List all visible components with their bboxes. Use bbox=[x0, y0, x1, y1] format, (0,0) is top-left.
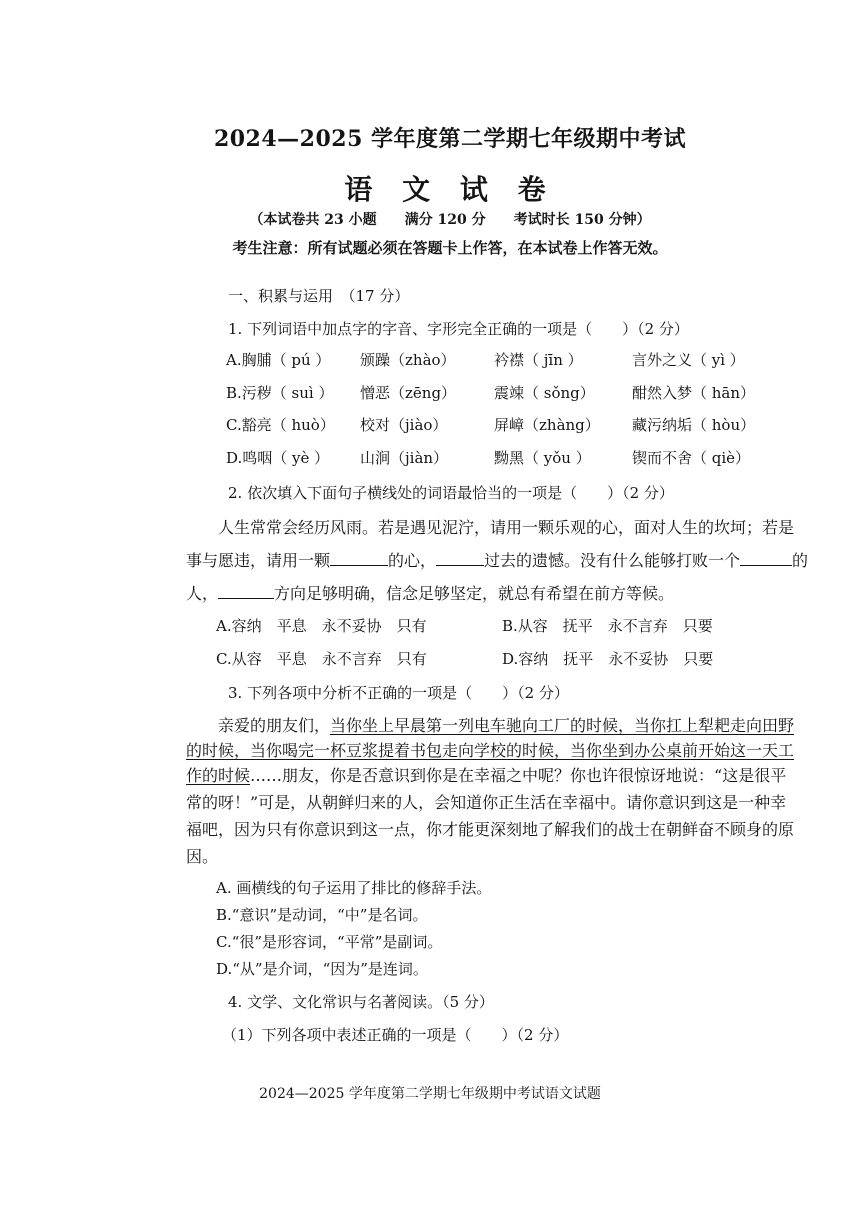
q2-passage-line: 人生常常会经历风雨。若是遇见泥泞，请用一颗乐观的心，面对人生的坎坷；若是 bbox=[218, 518, 795, 537]
q2-blank-1 bbox=[330, 549, 388, 566]
q1-word: 屏嶂（zhàng） bbox=[494, 416, 600, 434]
q2-text: 人， bbox=[186, 584, 219, 603]
q2-choice-d: D.容纳 抚平 永不妥协 只要 bbox=[502, 650, 714, 668]
q4-sub1: （1）下列各项中表述正确的一项是（ ）（2 分） bbox=[222, 1026, 569, 1044]
q2-text: 方向足够明确，信念足够坚定，就总有希望在前方等候。 bbox=[274, 584, 675, 603]
q3-underlined-text: 作的时候 bbox=[186, 766, 251, 785]
exam-meta: （本试卷共 23 小题 满分 120 分 考试时长 150 分钟） bbox=[249, 212, 651, 228]
q1-stem: 1. 下列词语中加点字的字音、字形完全正确的一项是（ ）（2 分） bbox=[228, 320, 689, 338]
q2-blank-2 bbox=[436, 549, 484, 566]
q3-passage-line bbox=[218, 713, 794, 736]
q3-option-c: C.“很”是形容词，“平常”是副词。 bbox=[216, 933, 443, 951]
q1-word: 黝黑（ yǒu ） bbox=[494, 449, 591, 467]
q1-word: 酣然入梦（ hān） bbox=[632, 384, 756, 402]
q1-word: B.污秽（ suì ） bbox=[226, 384, 334, 402]
q1-word: 藏污纳垢（ hòu） bbox=[632, 416, 756, 434]
exam-notice: 考生注意：所有试题必须在答题卡上作答，在本试卷上作答无效。 bbox=[232, 239, 668, 257]
q3-passage-line bbox=[186, 763, 786, 786]
q2-text: 的 bbox=[792, 551, 809, 570]
exam-subtitle: 语 文 试 卷 bbox=[344, 173, 556, 206]
q3-passage-line: 福吧，因为只有你意识到这一点，你才能更深刻地了解我们的战士在朝鲜奋不顾身的原 bbox=[186, 820, 795, 839]
q1-word: 憎恶（zēng） bbox=[360, 384, 457, 402]
q3-text: ……朋友，你是否意识到你是在幸福之中呢？你也许很惊讶地说：“这是很平 bbox=[250, 766, 787, 785]
q3-text: 亲爱的朋友们， bbox=[218, 716, 331, 735]
q3-passage-line: 因。 bbox=[186, 847, 219, 866]
q1-word: 校对（jiào） bbox=[360, 416, 448, 434]
q2-text: 过去的遗憾。没有什么能够打败一个 bbox=[484, 551, 741, 570]
q1-word: 震竦（ sǒng） bbox=[494, 384, 595, 402]
q1-word: 衿襟（ jīn ） bbox=[494, 351, 583, 369]
q2-blank-4 bbox=[218, 582, 274, 599]
q2-choice-a: A.容纳 平息 永不妥协 只有 bbox=[216, 617, 427, 635]
q1-word: D.鸣咽（ yè ） bbox=[226, 449, 330, 467]
q2-text: 的心， bbox=[388, 551, 437, 570]
q1-word: 颁躁（zhào） bbox=[360, 351, 456, 369]
q1-word: 锲而不舍（ qiè） bbox=[632, 449, 751, 467]
q2-blank-3 bbox=[740, 549, 792, 566]
q1-word: 言外之义（ yì ） bbox=[632, 351, 745, 369]
q3-underlined-text: 的时候，当你喝完一杯豆浆提着书包走向学校的时候，当你坐到办公桌前开始这一天工 bbox=[186, 741, 795, 760]
q2-stem: 2. 依次填入下面句子横线处的词语最恰当的一项是（ ）（2 分） bbox=[228, 484, 674, 502]
section-heading: 一、积累与运用 （17 分） bbox=[228, 287, 410, 305]
q1-word: 山涧（jiàn） bbox=[360, 449, 449, 467]
q4-stem: 4. 文学、文化常识与名著阅读。（5 分） bbox=[228, 993, 494, 1011]
q3-option-b: B.“意识”是动词，“中”是名词。 bbox=[216, 906, 428, 924]
exam-title: 2024—2025 学年度第二学期七年级期中考试 bbox=[213, 126, 687, 152]
q2-text: 事与愿违，请用一颗 bbox=[186, 551, 331, 570]
q3-option-a: A. 画横线的句子运用了排比的修辞手法。 bbox=[216, 879, 492, 897]
q3-stem: 3. 下列各项中分析不正确的一项是（ ）（2 分） bbox=[228, 684, 569, 702]
q3-underlined-text: 当你坐上早晨第一列电车驰向工厂的时候，当你扛上犁耙走向田野 bbox=[330, 716, 795, 735]
q2-passage-line bbox=[186, 581, 674, 604]
q2-passage-line bbox=[186, 548, 808, 571]
q3-passage-line: 常的呀！”可是，从朝鲜归来的人，会知道你正生活在幸福中。请你意识到这是一种幸 bbox=[186, 793, 787, 812]
q2-choice-b: B.从容 抚平 永不言弃 只要 bbox=[502, 617, 713, 635]
q2-choice-c: C.从容 平息 永不言弃 只有 bbox=[216, 650, 427, 668]
q1-word: C.豁亮（ huò） bbox=[226, 416, 335, 434]
q3-option-d: D.“从”是介词，“因为”是连词。 bbox=[216, 960, 428, 978]
q1-word: A.胸脯（ pú ） bbox=[226, 351, 331, 369]
page-footer: 2024—2025 学年度第二学期七年级期中考试语文试题 bbox=[259, 1086, 601, 1102]
